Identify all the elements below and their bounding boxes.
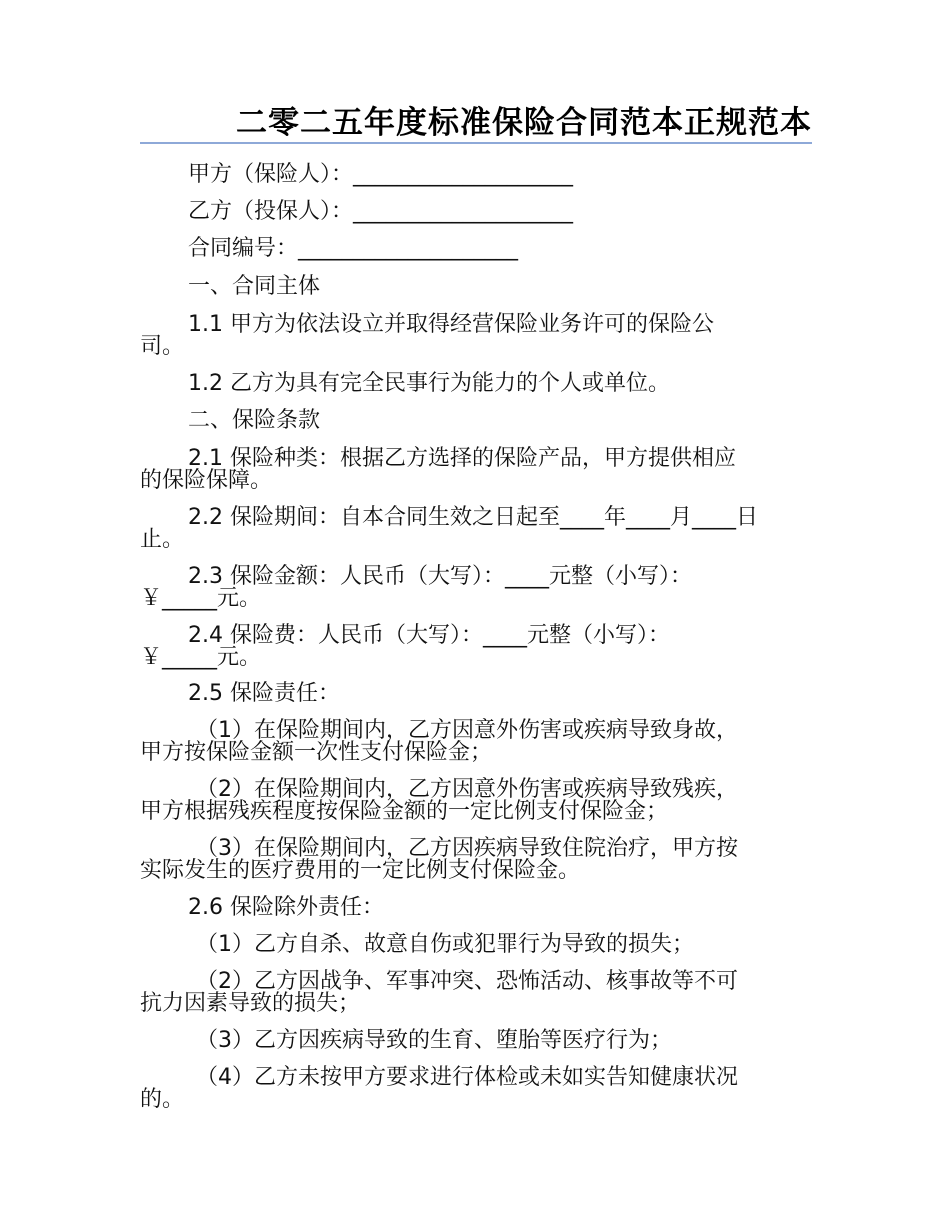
clause-2-1-line-1: 2.1 保险种类：根据乙方选择的保险产品，甲方提供相应 [188, 446, 736, 471]
party-b-line: 乙方（投保人）：____________________ [188, 199, 574, 224]
clause-1-1-line-1: 1.1 甲方为依法设立并取得经营保险业务许可的保险公 [188, 312, 714, 337]
clause-2-5-item-2-line-2: 甲方根据残疾程度按保险金额的一定比例支付保险金； [140, 799, 669, 824]
clause-2-6-heading: 2.6 保险除外责任： [188, 895, 384, 920]
clause-2-5-item-3-line-2: 实际发生的医疗费用的一定比例支付保险金。 [140, 858, 581, 883]
clause-1-1-line-2: 司。 [140, 334, 185, 359]
clause-2-5-item-1-line-2: 甲方按保险金额一次性支付保险金； [140, 740, 493, 765]
clause-2-6-item-4-line-1: （4）乙方未按甲方要求进行体检或未如实告知健康状况 [196, 1065, 738, 1090]
clause-2-4-line-1: 2.4 保险费：人民币（大写）：____元整（小写）： [188, 623, 670, 648]
clause-2-5-heading: 2.5 保险责任： [188, 681, 340, 706]
document-title: 二零二五年度标准保险合同范本正规范本 [140, 104, 812, 144]
clause-2-3-line-2: ￥_____元。 [140, 586, 262, 611]
clause-2-5-item-3-line-1: （3）在保险期间内，乙方因疾病导致住院治疗，甲方按 [196, 836, 738, 861]
clause-1-2: 1.2 乙方为具有完全民事行为能力的个人或单位。 [188, 371, 670, 396]
clause-2-1-line-2: 的保险保障。 [140, 468, 273, 493]
clause-2-5-item-2-line-1: （2）在保险期间内，乙方因意外伤害或疾病导致残疾， [196, 777, 738, 802]
clause-2-4-line-2: ￥_____元。 [140, 645, 262, 670]
clause-2-6-item-3: （3）乙方因疾病导致的生育、堕胎等医疗行为； [196, 1028, 672, 1053]
clause-2-3-line-1: 2.3 保险金额：人民币（大写）：____元整（小写）： [188, 564, 692, 589]
clause-2-5-item-1-line-1: （1）在保险期间内，乙方因意外伤害或疾病导致身故， [196, 718, 738, 743]
section-heading-1: 一、合同主体 [188, 274, 321, 299]
clause-2-6-item-2-line-2: 抗力因素导致的损失； [140, 991, 361, 1016]
clause-2-6-item-2-line-1: （2）乙方因战争、军事冲突、恐怖活动、核事故等不可 [196, 969, 738, 994]
clause-2-6-item-1: （1）乙方自杀、故意自伤或犯罪行为导致的损失； [196, 932, 694, 957]
section-heading-2: 二、保险条款 [188, 408, 321, 433]
contract-number-line: 合同编号：____________________ [188, 236, 519, 261]
party-a-line: 甲方（保险人）：____________________ [188, 162, 574, 187]
clause-2-2-line-1: 2.2 保险期间：自本合同生效之日起至____年____月____日 [188, 505, 758, 530]
clause-2-2-line-2: 止。 [140, 527, 185, 552]
clause-2-6-item-4-line-2: 的。 [140, 1087, 185, 1112]
